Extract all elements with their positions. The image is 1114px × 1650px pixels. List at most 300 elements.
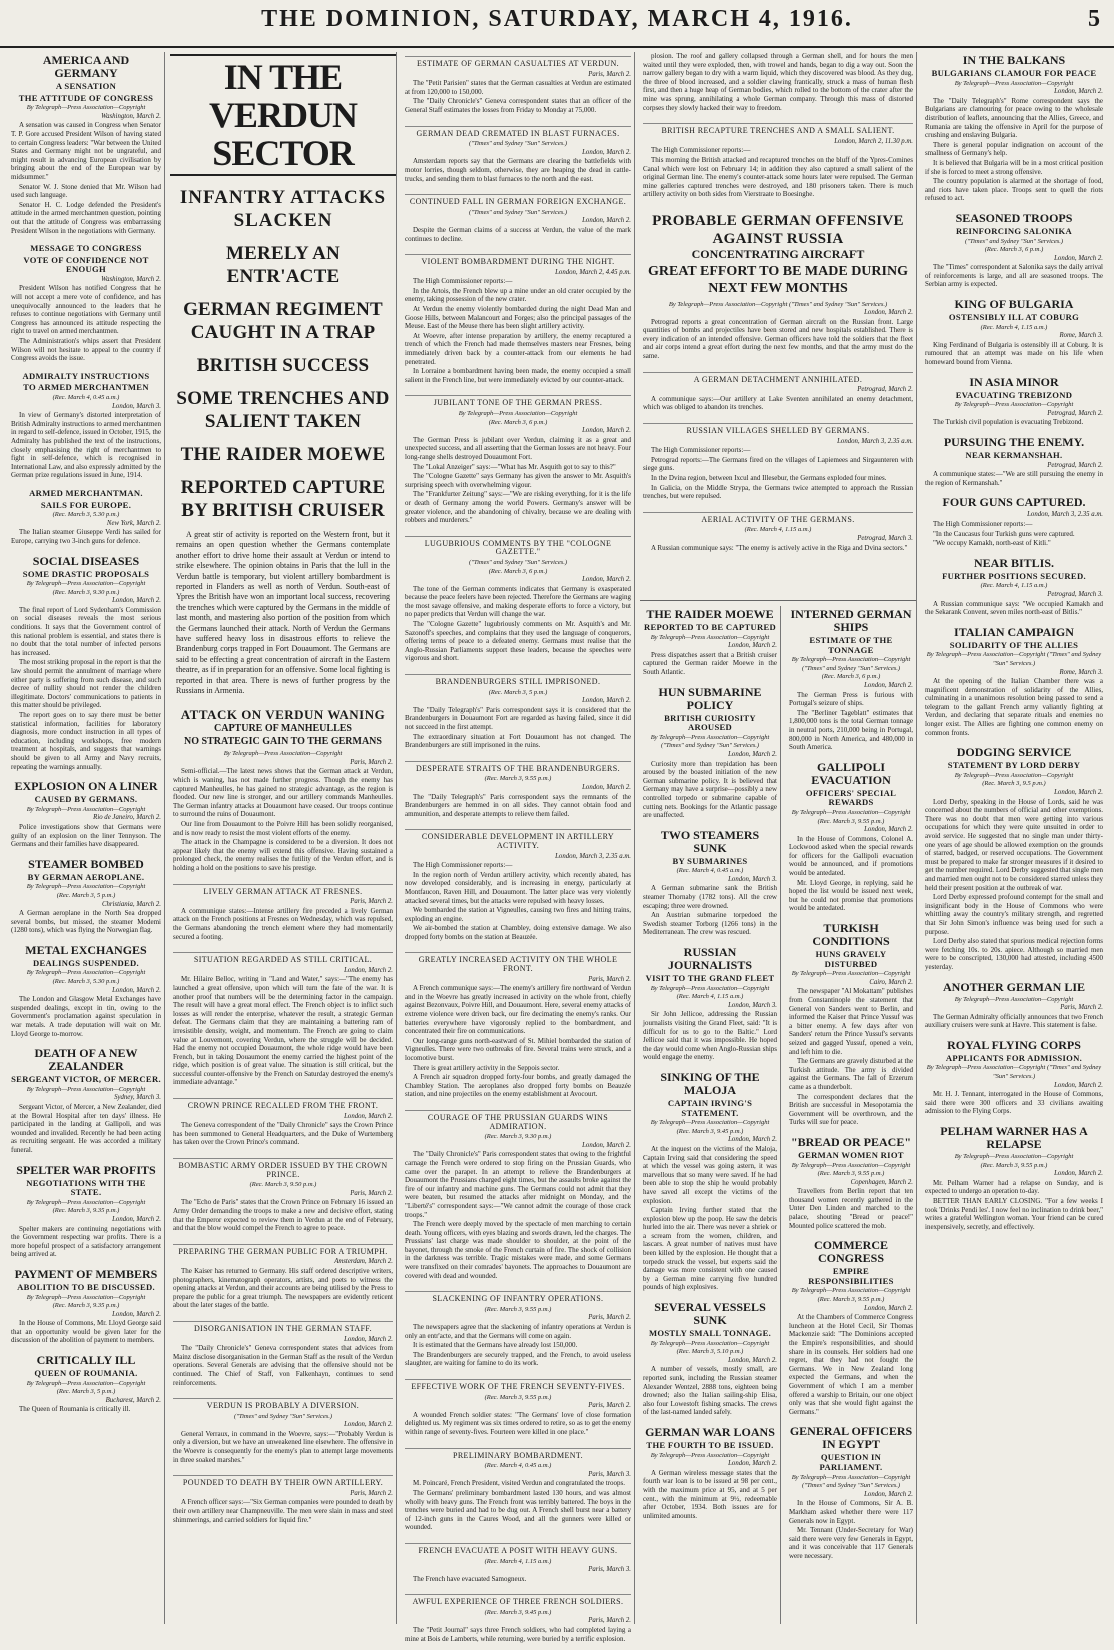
article-slug: CONSIDERABLE DEVELOPMENT IN ARTILLERY ACTIVITY. xyxy=(405,829,631,850)
dateline: London, March 2. xyxy=(1054,254,1103,262)
article-headline: TURKISH CONDITIONS xyxy=(812,921,890,949)
article-slug: BRITISH RECAPTURE TRENCHES AND A SMALL SALIENT. xyxy=(643,123,913,136)
wire-credit: By Telegraph—Press Association—Copyright xyxy=(954,401,1074,409)
dateline: London, March 2. xyxy=(344,1112,393,1120)
received-date: (Rec. March 3, 6 p.m.) xyxy=(488,567,548,575)
body-paragraph: In the House of Commons, Sir A. B. Markham asked whether there were 117 Generals now in Egypt. xyxy=(789,1499,913,1525)
dateline: London, March 2. xyxy=(728,1136,777,1144)
dateline: London, March 2. xyxy=(1054,1081,1103,1089)
article xyxy=(922,436,1106,494)
section-deck: GREAT EFFORT TO BE MADE DURING NEXT FEW MONTHS xyxy=(648,263,908,296)
article xyxy=(922,496,1106,554)
article-subheadline: GERMAN WOMEN RIOT xyxy=(798,1149,904,1160)
headline-trenches-salient: SOME TRENCHES AND SALIENT TAKEN xyxy=(176,388,390,432)
article-headline: IN THE BALKANS xyxy=(962,53,1066,67)
article-headline: COMMERCE CONGRESS xyxy=(814,1238,888,1266)
dateline: London, March 2, 11.30 p.m. xyxy=(834,137,913,145)
body-paragraph: At the Chambers of Commerce Congress luncheon at the Hotel Cecil, Sir Thomas Mackenzie said: "The Dominions accepted the Empire's responsibilities, and should share in its counsels. Her soldiers had one regret, that they had not fought the Germans. We in New Zealand long expected the Germans, and when the Government of which I am a member offered a warship to Britain, our one object only was that she would fight against the Germans." xyxy=(789,1313,913,1416)
article-slug: FRENCH EVACUATE A POSIT WITH HEAVY GUNS. xyxy=(405,1543,631,1556)
article xyxy=(8,244,164,370)
body-paragraph: King Ferdinand of Bulgaria is ostensibly ill at Coburg. It is rumoured that an attempt was made on his life when homeward bound from Vienna. xyxy=(925,340,1103,367)
body-paragraph: The "Daily Telegraph's" Rome correspondent says the Bulgarians are clamouring for peace owing to the wholesale distribution of leaflets, announcing that the Allies, Greece, and Rumania are taking the offensive in April for the purpose of crushing and enslaving Bulgaria. xyxy=(925,96,1103,140)
body-paragraph: The Kaiser has returned to Germany. His staff ordered descriptive writers, photographers, kinematograph operators, artists, and poets to witness the opening attacks at Verdun, and their accounts are being utilised by the Press to prepare the public for a great triumph. The newspapers are evidently reticent about the later stages of the battle. xyxy=(173,1266,393,1310)
article xyxy=(786,1425,916,1567)
article xyxy=(922,54,1106,210)
body-paragraph: Amsterdam reports say that the Germans are clearing the battlefields with motor lorries, though seldom, otherwise, they are heaping the dead in cattle-trucks, and sending them to blast furnaces to the north and the east. xyxy=(405,157,631,183)
body-paragraph: The "Cologne Gazette" says Germany has given the answer to Mr. Asquith's surprising speech with overwhelming vigour. xyxy=(405,472,631,489)
wire-credit: By Telegraph—Press Association—Copyright xyxy=(26,1198,146,1206)
body-paragraph: Lord Derby also stated that spurious medical rejection forms were fetching 10s. to 20s. apiece. Although so married men were to be conscripted, 130,000 had attested, including 4500 yesterday. xyxy=(925,937,1103,971)
article xyxy=(640,608,780,684)
body-paragraph: It is estimated that the Germans have already lost 150,000. xyxy=(413,1341,578,1350)
article xyxy=(8,1268,164,1352)
received-date: (Rec. March 3, 5.30 p.m.) xyxy=(52,511,120,519)
dateline: London, March 2. xyxy=(728,750,777,758)
wire-credit: By Telegraph—Press Association—Copyright ("Times" and Sydney "Sun" Services.) xyxy=(791,656,911,672)
article-subheadline: BULGARIANS CLAMOUR FOR PEACE xyxy=(931,68,1097,78)
article-subheadline: DEALINGS SUSPENDED. xyxy=(33,957,139,968)
article-subheadline: FURTHER POSITIONS SECURED. xyxy=(942,570,1086,581)
body-paragraph: The Turkish civil population is evacuating Trebizond. xyxy=(933,418,1084,427)
article xyxy=(8,1354,164,1421)
dateline: Cairo, March 2. xyxy=(869,978,913,986)
received-date: (Rec. March 3, 9.35 p.m.) xyxy=(52,1207,120,1215)
article-headline: DODGING SERVICE xyxy=(956,745,1072,760)
dateline: London, March 3. xyxy=(112,402,161,410)
body-paragraph: An Austrian submarine torpedoed the Swedish steamer Torborg (1266 tons) in the Mediterranean. The crew was rescued. xyxy=(643,911,777,937)
body-paragraph: At Woevre, after intense preparation by artillery, the enemy recaptured a trench of which the French had made themselves masters near Fresnes, being immediately driven back by a counter-attack from our elements he had penetrated. xyxy=(405,331,631,366)
article-subheadline: MOSTLY SMALL TONNAGE. xyxy=(648,1328,772,1339)
dateline: London, March 2. xyxy=(864,1304,913,1312)
dateline: Paris, March 2. xyxy=(350,1489,393,1497)
column-4-left xyxy=(640,606,781,1624)
article-headline: METAL EXCHANGES xyxy=(25,942,147,957)
article-subheadline: ABOLITION TO BE DISCUSSED. xyxy=(17,1281,155,1292)
dateline: Paris, March 3. xyxy=(588,1566,631,1574)
wire-credit: ("Times" and Sydney "Sun" Services.) xyxy=(468,208,568,216)
section-headline: ATTACK ON VERDUN WANING xyxy=(180,706,386,722)
article-subheadline: EVACUATING TREBIZOND xyxy=(955,389,1073,400)
body-paragraph: Semi-official.—The latest news shows that the German attack at Verdun, which is waning, has not made further progress. Though the enemy has captured Manheulles, he has gained no strategic advantage, as the region is flooded. Our new line is stronger, and our artillery commands Manheulles. The German infantry attacks at Douaumont have ceased. Our troops continue to surround the ruins of Douaumont. xyxy=(173,767,393,819)
body-paragraph: In view of Germany's distorted interpretation of British Admiralty instructions to armed merchantmen in regard to self-defence, issued in October, 1915, the Admiralty has published the text of the instructions, closely emphasising the right of merchantmen to fight in self-defence, which is recognised in International Law, and also expressly admitted by the German prize regulations issued in June, 1914. xyxy=(11,411,161,480)
body-paragraph: Spelter makers are continuing negotiations with the Government respecting war profits. There is a more hopeful prospect of a satisfactory arrangement being arrived at. xyxy=(11,1224,161,1259)
body-paragraph: At Verdun the enemy violently bombarded during the night Dead Man and Goose Hills, between Malancourt and Forges; also the principal passages of the Meuse. East of the Meuse there has been slight artillery activity. xyxy=(405,305,631,331)
body-paragraph: The country population is alarmed at the shortage of food, and riots have taken place. Troops sent to quell the riots refused to act. xyxy=(925,177,1103,203)
article-slug: AWFUL EXPERIENCE OF THREE FRENCH SOLDIERS. xyxy=(405,1594,631,1607)
body-paragraph: The German Press is furious with Portugal's seizure of ships. xyxy=(789,690,913,708)
article-subheadline: SOME DRASTIC PROPOSALS xyxy=(22,568,150,579)
article-subheadline: ESTIMATE OF THE TONNAGE xyxy=(809,635,893,655)
article xyxy=(922,376,1106,434)
received-date: (Rec. March 3, 9.55 p.m.) xyxy=(817,817,885,825)
body-paragraph: The Queen of Roumania is critically ill. xyxy=(19,1405,131,1414)
body-paragraph: Travellers from Berlin report that ten thousand women recently gathered in the Unter Den Linden and marched to the palace, shouting "Bread or peace!" Mounted police scattered the mob. xyxy=(789,1187,913,1230)
article xyxy=(8,944,164,1045)
received-date: (Rec. March 3, 9.55 p.m.) xyxy=(484,775,552,783)
wire-credit: By Telegraph—Press Association—Copyright xyxy=(26,883,146,891)
body-paragraph: Mr. Tennant (Under-Secretary for War) said there were very few Generals in Egypt, and it was conceivable that 117 Generals were necessary. xyxy=(789,1526,913,1560)
article-subheadline: NEGOTIATIONS WITH THE STATE. xyxy=(26,1177,146,1198)
body-paragraph: Sergeant Victor, of Mercer, a New Zealander, died at the Bowral Hospital after ten days' illness. He participated in the landing at Gallipoli, and was wounded and invalided. Recently he had been acting as recruiting sergeant. He was accorded a military funeral. xyxy=(11,1103,161,1154)
body-paragraph: Our long-range guns north-eastward of St. Mihiel bombarded the station of Vigneulles. There were two outbreaks of fire. Several trains were struck, and a locomotive burst. xyxy=(405,1036,631,1062)
column-4-top xyxy=(640,52,916,601)
body-paragraph: The "Lokal Anzeiger" says:—"What has Mr. Asquith got to say to this?" xyxy=(413,462,616,471)
article xyxy=(402,395,634,531)
article-headline: "BREAD OR PEACE" xyxy=(791,1134,911,1149)
article-subheadline: EMPIRE RESPONSIBILITIES xyxy=(808,1266,894,1286)
body-paragraph: It is believed that Bulgaria will be in a most critical position if she is forced to meet a strong offensive. xyxy=(925,158,1103,176)
article-subheadline: BY SUBMARINES xyxy=(672,855,748,866)
body-paragraph: The "Daily Chronicle's" Paris correspondent states that owing to the frightful carnage the French were ordered to stop firing on the Prussian Guards, who came over the parapet. In an attempt to relieve the Brandenburgers at Douaumont the Prussians charged eight times, but the assaults broke against the fire of our infantry and machine guns. The Germans could not admit that they were beaten, but resumed the attacks after midnight on Monday, and the "Liberté's" correspondent says:—"We cannot admit the courage of those crack troops." xyxy=(405,1150,631,1219)
received-date: (Rec. March 3, 9.35 p.m.) xyxy=(52,1302,120,1310)
body-paragraph: A Russian communique says: "The enemy is actively active in the Riga and Dvina sectors." xyxy=(651,543,908,552)
wire-credit: By Telegraph—Press Association—Copyright xyxy=(650,984,770,992)
body-paragraph: The German Press is jubilant over Verdun, claiming it as a great and unexpected success, and all asserting that the German losses are not heavy. Four long-range shells destroyed Douaumont Fort. xyxy=(405,435,631,461)
article xyxy=(170,750,396,879)
page-number: 5 xyxy=(1088,6,1100,32)
article-slug: A GERMAN DETACHMENT ANNIHILATED. xyxy=(643,372,913,385)
dateline: London, March 2. xyxy=(864,309,913,317)
dateline: Sydney, March 3. xyxy=(114,1094,161,1102)
dateline: London, March 3. xyxy=(728,875,777,883)
article-subheadline: SAILS FOR EUROPE. xyxy=(40,499,132,510)
article-slug: DESPERATE STRAITS OF THE BRANDENBURGERS. xyxy=(405,761,631,774)
dateline: Bucharest, March 2. xyxy=(105,1396,161,1404)
article xyxy=(8,858,164,942)
article-headline: DEATH OF A NEW ZEALANDER xyxy=(34,1046,138,1074)
dateline: Copenhagen, March 2. xyxy=(850,1178,913,1186)
body-paragraph: At the inquest on the victims of the Maloja, Captain Irving said that considering the speed at which the vessel was going astern, it was marvellous that so many were saved. If he had been able to stop the ship he would probably have saved all except the victims of the explosion. xyxy=(643,1144,777,1205)
article-subheadline: TO ARMED MERCHANTMEN xyxy=(23,382,149,393)
article-subheadline: A SENSATION xyxy=(55,81,117,91)
body-paragraph: The attack in the Champagne is considered to be a diversion. It does not appear likely that the enemy will extend this offensive. Having sustained a prolonged check, the enemy realises the futility of the Verdun effort, and is holding a hold on the positions to save his prestige. xyxy=(173,838,393,872)
wire-credit: By Telegraph—Press Association—Copyright xyxy=(223,750,343,758)
body-paragraph: The French were deeply moved by the spectacle of men marching to certain death. Young officers, with eyes blazing and swords drawn, led the charges. The Prussians' last charge was made shoulder to shoulder, at the point of the bayonet, through the smoke of the French curtain of fire. The shock of collision in the darkness was terrible. Tragic mistakes were made, and some Germans were transfixed on their comrades' bayonets. The approaches to Douaumont are covered with dead and wounded. xyxy=(405,1220,631,1280)
article xyxy=(786,1136,916,1237)
body-paragraph: A German aeroplane in the North Sea dropped several bombs, but missed, the steamer Modemi (1280 tons), which was flying the Norwegian flag. xyxy=(11,909,161,935)
dateline: London, March 3, 2.35 a.m. xyxy=(837,437,913,445)
article-headline: PAYMENT OF MEMBERS xyxy=(14,1266,158,1281)
article-slug: VERDUN IS PROBABLY A DIVERSION. xyxy=(173,1398,393,1411)
article-subheadline: ARMED MERCHANTMAN. xyxy=(29,487,143,498)
column-1 xyxy=(8,52,165,1624)
body-paragraph: A number of vessels, mostly small, are reported sunk, including the Russian steamer Alexander Wentzel, 2888 tons, eighteen being drowned; also the Italian sailing-ship Elisa, also four Lowestoft fishing smacks. The crews of the last-named landed safely. xyxy=(643,1365,777,1417)
received-date: (Rec. March 3, 6 p.m.) xyxy=(984,246,1044,254)
body-paragraph: A sensation was caused in Congress when Senator T. P. Gore accused President Wilson of having stated to certain Congress leaders: "War between the United States and Germany might not be ungrateful, and might result in advancing European civilisation by bringing about the end of the European war by midsummer." xyxy=(11,121,161,181)
body-paragraph: The French have evacuated Samogneux. xyxy=(413,1574,527,1583)
article-headline: FOUR GUNS CAPTURED. xyxy=(942,495,1086,510)
article xyxy=(640,686,780,827)
body-paragraph: The Italian steamer Giuseppe Verdi has sailed for Europe, carrying two 3-inch guns for defence. xyxy=(11,528,161,545)
body-paragraph: A Russian communique says: "We occupied Kamakh and the Sekarank Convent, seven miles north-east of Bitlis." xyxy=(925,599,1103,617)
body-paragraph: Mr. Pelham Warner had a relapse on Sunday, and is expected to undergo an operation to-day. xyxy=(925,1178,1103,1196)
article xyxy=(922,746,1106,978)
article xyxy=(170,1475,396,1531)
wire-credit: By Telegraph—Press Association—Copyright xyxy=(26,1293,146,1301)
article-subheadline: SOLIDARITY OF THE ALLIES xyxy=(949,639,1079,650)
body-paragraph: Lord Derby expressed profound contempt for the small and insignificant body in the House of Commons who were whittling away the country's military strength, and regretted that Sir John Simon's influence was being used for such a purpose. xyxy=(925,893,1103,936)
wire-credit: By Telegraph—Press Association—Copyright ("Times" and Sydney "Sun" Services.) xyxy=(650,733,770,750)
received-date: (Rec. March 3, 5 p.m.) xyxy=(56,1388,116,1396)
dateline: Paris, March 2. xyxy=(1060,1004,1103,1012)
article xyxy=(640,212,916,368)
article xyxy=(402,1543,634,1590)
body-paragraph: The "Daily Chronicle's" Geneva correspondent states that an officer of the General Staff estimates the losses from Friday to Monday at 75,000. xyxy=(405,97,631,114)
wire-credit: By Telegraph—Press Association—Copyright xyxy=(650,1339,770,1347)
article-headline: SINKING OF THE MALOJA xyxy=(660,1069,760,1097)
article-headline: HUN SUBMARINE POLICY xyxy=(658,684,762,712)
wire-credit: By Telegraph—Press Association—Copyright xyxy=(954,79,1074,87)
article-headline: GERMAN WAR LOANS xyxy=(645,1424,775,1439)
column-2 xyxy=(170,52,397,1624)
received-date: (Rec. March 3, 9.55 p.m.) xyxy=(817,1170,885,1178)
article-headline: TWO STEAMERS SUNK xyxy=(660,827,760,855)
article-headline: PELHAM WARNER HAS A RELAPSE xyxy=(940,1124,1088,1152)
body-paragraph: plosion. The roof and gallery collapsed through a German shell, and for hours the men waited until they were exploded, then, with trowel and hands, began to dig a way out. Soon the narrow gallery began to dry with a warm liquid, which they discovered was blood. As they dug, the three of blood increased, and a soldier clawing frantically, struck a mass of human flesh first, and then a huge heap of German bodies, which rolled to the bottom of the crater after the mine was sprung, annihilating a whole German company. Through this mass of distorted corpses they slowly hacked their way to freedom. xyxy=(643,52,913,112)
article-subheadline: ADMIRALTY INSTRUCTIONS xyxy=(22,370,150,381)
received-date: (Rec. March 3, 5 p.m.) xyxy=(488,688,548,696)
wire-credit: By Telegraph—Press Association—Copyright xyxy=(650,1119,770,1127)
article xyxy=(402,1110,634,1287)
article xyxy=(402,952,634,1106)
body-paragraph: A French air squadron dropped forty-four bombs, and greatly damaged the Chambley Station. The aeroplanes also dropped forty bombs on Beauzée station, and nine projectiles on the enemy establishment at Avocourt. xyxy=(405,1073,631,1099)
article-subheadline: BY GERMAN AEROPLANE. xyxy=(27,871,145,882)
received-date: (Rec. March 3, 9.55 p.m.) xyxy=(484,1305,552,1313)
body-paragraph: The most striking proposal in the report is that the law should permit the annulment of marriage where either party is suffering from such disease, and such decree of nullity should not render the children illegitimate. Doctors' communications to patients in this matter should be privileged. xyxy=(11,658,161,710)
article-headline: INTERNED GERMAN SHIPS xyxy=(790,607,912,634)
dateline: London, March 2. xyxy=(112,1215,161,1223)
wire-credit: ("Times" and Sydney "Sun" Services.) xyxy=(233,1412,333,1420)
body-paragraph: The "Petit Parisien" states that the German casualties at Verdun are estimated at from 120,000 to 150,000. xyxy=(405,79,631,96)
article xyxy=(8,489,164,553)
body-paragraph: General Verraux, in command in the Woevre, says:—"Probably Verdun is only a diversion, but we have an unweakened line elsewhere. The offensive in the Woevre is consequently for the enemy's plan to attempt large movements in three soaked marshes." xyxy=(173,1429,393,1464)
dateline: London, March 2. xyxy=(728,1356,777,1364)
dateline: Paris, March 2. xyxy=(588,975,631,983)
body-paragraph: The High Commissioner reports:— xyxy=(413,861,513,870)
article-slug: DISORGANISATION IN THE GERMAN STAFF. xyxy=(173,1321,393,1334)
article-subheadline: APPLICANTS FOR ADMISSION. xyxy=(945,1052,1083,1063)
section-subhead-1: CAPTURE OF MANHEULLES xyxy=(214,723,352,735)
body-paragraph: At the opening of the Italian Chamber there was a magnificent demonstration of solidarity of the Allies, culminating in a unanimous resolution being passed to send a telegram to the gallant French army valiantly fighting at Verdun, and declaring that separate rituals and enemies no longer exist. The Allies are fighting one common enemy on common fronts. xyxy=(925,677,1103,737)
wire-credit: By Telegraph—Press Association—Copyright xyxy=(791,808,911,816)
column-5 xyxy=(922,52,1106,1624)
banner-headline: IN THE VERDUN SECTOR xyxy=(170,54,396,176)
article-subheadline: QUESTION IN PARLIAMENT. xyxy=(819,1452,883,1472)
article-headline: THE RAIDER MOEWE xyxy=(646,607,774,621)
body-paragraph: The final report of Lord Sydenham's Commission on social diseases reveals the most serious conditions. It says that the Government control of this national problem is essential, and states there is no doubt that the total number of infected persons has increased. xyxy=(11,605,161,657)
article-headline: GENERAL OFFICERS IN EGYPT xyxy=(789,1424,913,1452)
received-date: (Rec. March 3, 9.50 p.m.) xyxy=(249,1181,317,1189)
received-date: (Rec. March 3, 5.30 p.m.) xyxy=(52,978,120,986)
article-subheadline: OSTENSIBLY ILL AT COBURG xyxy=(948,312,1080,323)
received-date: (Rec. March 3, 5.10 p.m.) xyxy=(676,1348,744,1356)
body-paragraph: The newspaper "Al Mokattam" publishes from Constantinople the statement that General von Sanders went to Berlin, and informed the Kaiser that Prince Yussuf was a bitter enemy. A few days after von Sanders' return the Prince Yussuf's servants seized and gagged Yussuf, opened a vein, and left him to die. xyxy=(789,987,913,1056)
body-paragraph: The High Commissioner reports:— xyxy=(413,277,513,286)
dateline: Washington, March 2. xyxy=(101,275,161,283)
wire-credit: By Telegraph—Press Association—Copyright xyxy=(791,1287,911,1295)
body-paragraph: The "Daily Chronicle's" Geneva correspondent states that advices from Mainz disclose disorganisation in the German Staff as the result of the Verdun operations. Several Generals are advising that the offensive should not be continued. The Chief of Staff, von Falkenhayn, continues to send reinforcements. xyxy=(173,1344,393,1387)
article-headline: GALLIPOLI EVACUATION xyxy=(811,759,891,787)
article-subheadline: OFFICERS' SPECIAL REWARDS xyxy=(805,787,897,808)
dateline: Petrograd, March 3. xyxy=(1047,590,1103,598)
body-paragraph: The "Daily Telegraph's" Paris correspondent says it is considered that the Brandenburgers in Douaumont Fort are regarded as having failed, since it did not succeed in the first attempt. xyxy=(405,705,631,731)
article xyxy=(922,981,1106,1037)
body-paragraph: Senator H. C. Lodge defended the President's attitude in the armed merchantmen question, pointing out that the attitude of Congress was embarrassing President Wilson in the negotiations with Germany. xyxy=(11,200,161,235)
article xyxy=(170,952,396,1094)
body-paragraph: Petrograd reports:—The Germans fired on the villages of Lapiemees and Sirgaunteren with siege guns. xyxy=(643,455,913,473)
headline-british-success: BRITISH SUCCESS xyxy=(196,355,370,376)
article-slug: PREPARING THE GERMAN PUBLIC FOR A TRIUMPH. xyxy=(173,1244,393,1257)
dateline: London, March 2. xyxy=(864,826,913,834)
article xyxy=(170,1321,396,1394)
dateline: Paris, March 2. xyxy=(588,1617,631,1625)
article xyxy=(922,557,1106,624)
dateline: London, March 3. xyxy=(728,1001,777,1009)
dateline: London, March 2. xyxy=(864,681,913,689)
wire-credit: By Telegraph—Press Association—Copyright ("Times" and Sydney "Sun" Services.) xyxy=(791,1473,911,1490)
article-subheadline: SERGEANT VICTOR, OF MERCER. xyxy=(11,1074,161,1085)
dateline: London, March 3, 2.35 a.m. xyxy=(1027,511,1103,519)
received-date: (Rec. March 3, 9.55 p.m.) xyxy=(817,1296,885,1304)
wire-credit: By Telegraph—Press Association—Copyright xyxy=(954,1153,1074,1161)
article xyxy=(640,946,780,1069)
body-paragraph: In the House of Commons, Colonel A. Lockwood asked when the special rewards for officers for the Gallipoli evacuation would be announced, and if promotions would be antedated. xyxy=(789,834,913,878)
body-paragraph: The Administration's whips assert that President Wilson will not hesitate to appeal to the country if Congress avoids the issue. xyxy=(11,337,161,363)
article-subheadline: CAUSED BY GERMANS. xyxy=(34,794,138,805)
body-paragraph: A French officer says:—"Six German companies were pounded to death by their own artillery near Champneuville. The men were slain in mass and steel shimmerings, and carried soldiers for liquid fire." xyxy=(173,1498,393,1524)
body-paragraph: Senator W. J. Stone denied that Mr. Wilson had used such language. xyxy=(11,182,161,200)
lead-paragraph: A great stir of activity is reported on the Western front, but it remains an open question whether the Germans contemplate another effort to drive home their assault at Verdun or intend to strike elsewhere. The opinion obtains in Paris that the lull in the Verdun battle is temporary, but violent artillery bombardment is reported in Flanders as well as north of Verdun. South-east of Ypres the British have won an important local success, recovering the trenches which were captured by the Germans in the middle of last month, and mastering also portion of the position from which the Germans launched their attack. North of Verdun the Germans have suffered heavy loss in disastrous efforts to relieve the Brandenburg corps trapped in Fort Douaumont. The Germans are said to be effecting a great concentration of aircraft in the Eastern theatre, as if in preparation for an offensive. Some local fighting is reported in that area. There is news of further progress by the Russians in Armenia. xyxy=(176,530,390,696)
wire-credit: By Telegraph—Press Association—Copyright xyxy=(791,1161,911,1169)
received-date: (Rec. March 4, 1.15 a.m.) xyxy=(980,323,1048,331)
column-4 xyxy=(640,52,917,1624)
body-paragraph: A wounded French soldier states: "The Germans' love of close formation delighted us. My regiment was six times ordered to retire, so as to get the enemy within range of seventy-fives. Fourteen were killed in one place." xyxy=(405,1410,631,1436)
wire-credit: By Telegraph—Press Association—Copyright xyxy=(26,969,146,977)
body-paragraph: The "Times" correspondent at Salonika says the daily arrival of reinforcements is large, and all are seasoned troops. The Serbian army is expected. xyxy=(925,263,1103,289)
dateline: Petrograd, March 2. xyxy=(857,386,913,394)
body-paragraph: There is great artillery activity in the Seppois sector. xyxy=(413,1063,560,1072)
article xyxy=(402,1379,634,1444)
body-paragraph: A French communique says:—The enemy's artillery fire northward of Verdun and in the Woevre has greatly increased in activity on the whole front, chiefly against Bezonvaux, Poivre Hill, and Douaumont. Here, several enemy attacks of extreme violence were driven back, our fire decimating the enemy's ranks. Our batteries everywhere have vigorously replied to the bombardment, and concentrated their fire on communications. xyxy=(405,984,631,1036)
article-slug: CROWN PRINCE RECALLED FROM THE FRONT. xyxy=(173,1098,393,1111)
body-paragraph: Our line from Douaumont to the Poivre Hill has been solidly reorganised, and is now ready to resist the most violent efforts of the enemy. xyxy=(173,820,393,837)
body-paragraph: M. Poincaré, French President, visited Verdun and congratulated the troops. xyxy=(413,1479,625,1488)
dateline: London, March 2. xyxy=(582,783,631,791)
wire-credit: By Telegraph—Press Association—Copyright xyxy=(26,805,146,813)
article-slug: ESTIMATE OF GERMAN CASUALTIES AT VERDUN. xyxy=(405,56,631,69)
article-slug: JUBILANT TONE OF THE GERMAN PRESS. xyxy=(405,395,631,408)
dateline: Amsterdam, March 2. xyxy=(334,1258,393,1266)
article-slug: LUGUBRIOUS COMMENTS BY THE "COLOGNE GAZETTE." xyxy=(405,536,631,557)
article-slug: SLACKENING OF INFANTRY OPERATIONS. xyxy=(405,1291,631,1304)
body-paragraph: The "Cologne Gazette" lugubriously comments on Mr. Asquith's and Mr. Sazonoff's speeches, and complains that they used the language of conquerors, offering terms of peace to a defeated enemy. Germans must realise that the Anglo-Russian Parliaments support these leaders, because the speeches were vigorous and short. xyxy=(405,620,631,663)
dateline: London, March 2. xyxy=(582,427,631,435)
dateline: Paris, March 2. xyxy=(350,898,393,906)
dateline: Paris, March 3. xyxy=(588,1470,631,1478)
body-paragraph: We bombarded the station at Vigneulles, causing two fires and hitting trains, exploding an engine. xyxy=(405,906,631,923)
dateline: London, March 2. xyxy=(344,966,393,974)
dateline: London, March 2. xyxy=(1054,1170,1103,1178)
article xyxy=(640,372,916,419)
body-paragraph: Mr. H. J. Tennant, interrogated in the House of Commons, said there were 300 officers and 33 civilians awaiting admission to the Flying Corps. xyxy=(925,1090,1103,1116)
received-date: (Rec. March 3, 9.45 p.m.) xyxy=(484,1608,552,1616)
body-paragraph: In Lorraine a bombardment having been made, the enemy occupied a small salient in the French line, but were immediately evicted by our counter-attack. xyxy=(405,367,631,384)
body-paragraph: Lord Derby, speaking in the House of Lords, said he was concerned about the numbers of official and other exemptions. There was no doubt that men were getting into various occupations for which they were quite unsuited in order to avoid service. He suggested that no single man under thirty-one years of age should be allowed exemption on the grounds of starred, badged, or reserved occupations. The Government must be prepared to make far stronger measures if it desired to get the number required. Lord Derby suggested that single men and married men ought not to be considered starred unless they held their present position at the outbreak of war. xyxy=(925,797,1103,892)
article-subheadline: THE FOURTH TO BE ISSUED. xyxy=(646,1439,774,1450)
article-slug: POUNDED TO DEATH BY THEIR OWN ARTILLERY. xyxy=(173,1475,393,1488)
article xyxy=(402,1291,634,1375)
article xyxy=(170,884,396,949)
body-paragraph: The newspapers agree that the slackening of infantry operations at Verdun is only an entr'acte, and that the Germans will come on again. xyxy=(405,1323,631,1340)
article-headline: NEAR BITLIS. xyxy=(973,555,1055,570)
dateline: New York, March 2. xyxy=(106,519,161,527)
article-headline: SOCIAL DISEASES xyxy=(32,553,140,568)
article xyxy=(922,626,1106,745)
body-paragraph: The London and Glasgow Metal Exchanges have suspended dealings, except in tin, owing to the Government's proclamation against speculation in war metals. A trade deputation will wait on Mr. Lloyd George to-morrow. xyxy=(11,995,161,1038)
article-headline: AMERICA AND GERMANY xyxy=(42,53,130,80)
received-date: (Rec. March 4, 0.45 a.m.) xyxy=(484,1462,552,1470)
article xyxy=(640,1426,780,1527)
wire-credit: By Telegraph—Press Association—Copyright xyxy=(26,104,146,112)
body-paragraph: The High Commissioner reports:— xyxy=(933,519,1033,528)
body-paragraph: The "Daily Telegraph's" Paris correspondent says the remnants of the Brandenburgers are hemmed in on all sides. They cannot obtain food and ammunition, and desperate attempts to relieve them failed. xyxy=(405,792,631,818)
received-date: (Rec. March 3, 6 p.m.) xyxy=(488,418,548,426)
received-date: (Rec. March 4, 1.15 a.m.) xyxy=(484,1557,552,1565)
body-paragraph: The correspondent declares that the British are successful in Mesopotamia the Government will be overthrown, and the Turks will sue for peace. xyxy=(789,1092,913,1127)
headline-entracte: MERELY AN ENTR'ACTE xyxy=(226,243,340,287)
article xyxy=(922,298,1106,374)
article xyxy=(922,1039,1106,1123)
dateline: London, March 2. xyxy=(582,148,631,156)
article-headline: ITALIAN CAMPAIGN xyxy=(954,624,1074,639)
wire-credit: By Telegraph—Press Association—Copyright xyxy=(26,580,146,588)
body-paragraph: We air-bombed the station at Chambley, doing extensive damage. We also dropped forty bombs on the station at Beauzée. xyxy=(405,924,631,941)
article xyxy=(170,1244,396,1317)
article-subheadline: VISIT TO THE GRAND FLEET xyxy=(645,973,775,984)
article-subheadline: THE ATTITUDE OF CONGRESS xyxy=(18,92,154,103)
dateline: Petrograd, March 2. xyxy=(1047,409,1103,417)
wire-credit: By Telegraph—Press Association—Copyright xyxy=(26,1379,146,1387)
article xyxy=(8,1047,164,1161)
body-paragraph: The "Berliner Tageblatt" estimates that 1,800,000 tons is the total German tonnage in neutral ports, 210,000 being in Portugal, 800,000 in North America, and 480,000 in South America. xyxy=(789,708,913,752)
article-subheadline: REPORTED TO BE CAPTURED xyxy=(643,622,777,632)
article xyxy=(8,372,164,487)
received-date: (Rec. March 4, 1.15 a.m.) xyxy=(980,582,1048,590)
section-subheadline: CONCENTRATING AIRCRAFT xyxy=(691,246,865,261)
dateline: London, March 2. xyxy=(344,1421,393,1429)
wire-credit: By Telegraph—Press Association—Copyright xyxy=(954,995,1074,1003)
body-paragraph: This morning the British attacked and recaptured trenches on the bluff of the Ypres-Comines Canal which were lost on February 14; in addition they also captured a small salient of the original German line. The enemy's counter-attack some hours later were repulsed. The German mine galleries captured trenches were destroyed, and 180 prisoners taken. There is much artillery activity on both sides from Vierstraate to Boesinghe. xyxy=(643,155,913,199)
article-slug: LIVELY GERMAN ATTACK AT FRESNES. xyxy=(173,884,393,897)
article-headline: IN ASIA MINOR xyxy=(969,374,1059,389)
body-paragraph: The tone of the German comments indicates that Germany is exasperated because the peace feelers have been rejected. Therefore the Germans are waging the most savage offensive, and making desperate efforts to force a victory, but no paper predicts that Verdun will change the war. xyxy=(405,584,631,619)
body-paragraph: The Germans' preliminary bombardment lasted 130 hours, and was almost wholly with heavy guns. The French front was terribly battered. The boys in the trenches were buried and had to be dug out. A French shell burst near a battery of 12-inch guns in the Caures Wood, and all the gunners were killed or wounded. xyxy=(405,1488,631,1532)
dateline: Petrograd, March 3. xyxy=(857,534,913,542)
article-headline: RUSSIAN JOURNALISTS xyxy=(667,945,753,973)
article-headline: SEASONED TROOPS xyxy=(955,210,1073,225)
article xyxy=(786,608,916,759)
wire-credit: By Telegraph—Press Association—Copyright xyxy=(954,771,1074,779)
dateline: Christiania, March 2. xyxy=(101,900,161,908)
article xyxy=(922,1125,1106,1238)
article xyxy=(640,423,916,508)
body-paragraph: The Geneva correspondent of the "Daily Chronicle" says the Crown Prince has been summoned to General Headquarters, and the Duke of Wurtemberg has taken over the Crown Prince's command. xyxy=(173,1121,393,1147)
column-2-articles xyxy=(170,750,396,1531)
article-headline: KING OF BULGARIA xyxy=(954,297,1074,312)
dateline: London, March 2. xyxy=(1054,789,1103,797)
received-date: (Rec. March 3, 6 p.m.) xyxy=(821,673,881,681)
headline-regiment-trap: GERMAN REGIMENT CAUGHT IN A TRAP xyxy=(183,299,383,343)
